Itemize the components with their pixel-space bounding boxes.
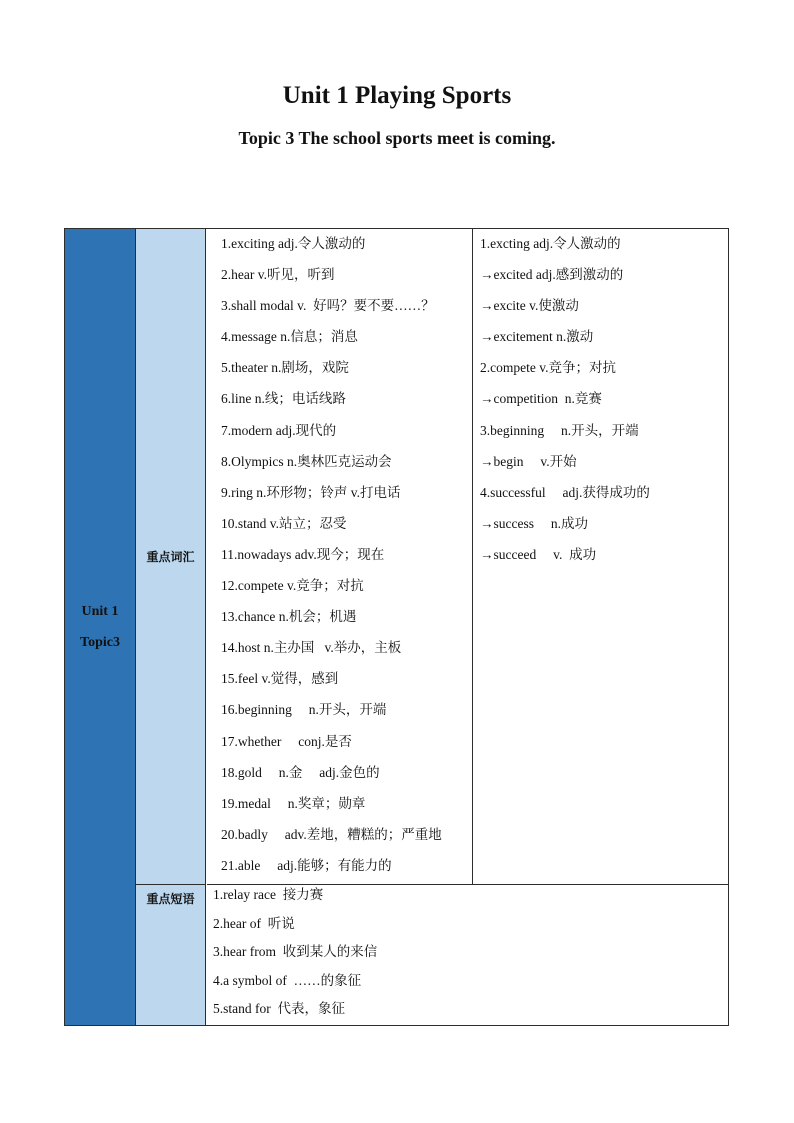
vocab-item: 4.message n.信息；消息 [221,329,358,345]
unit-label: Unit 1 [81,604,119,619]
derivative-item: →competition n.竞赛 [480,391,602,407]
vocab-item: 8.Olympics n.奥林匹克运动会 [221,453,392,469]
unit-cell [65,229,136,1025]
topic-label: Topic3 [80,635,120,650]
vocab-item: 3.shall modal v. 好吗？要不要……？ [221,298,435,314]
derivative-item: →excited adj.感到激动的 [480,267,624,283]
vocab-table [64,228,729,1026]
vocab-item: 12.compete v.竞争；对抗 [221,578,364,594]
vocab-item: 5.theater n.剧场，戏院 [221,360,349,376]
vocab-item: 17.whether conj.是否 [221,733,352,749]
derivative-item: →success n.成功 [480,515,588,531]
vocab-item: 14.host n.主办国 v.举办，主板 [221,640,402,656]
phrase-list [207,884,728,1025]
vocab-category-cell [136,229,206,884]
derivative-item: 2.compete v.竞争；对抗 [480,360,616,376]
phrase-item: 3.hear from 收到某人的来信 [213,944,378,959]
vocab-item: 7.modern adj.现代的 [221,422,337,438]
vocab-item: 9.ring n.环形物；铃声 v.打电话 [221,484,401,500]
page-subtitle: Topic 3 The school sports meet is coming. [238,128,556,148]
derivative-item: →excite v.使激动 [480,298,579,314]
derivative-item: 3.beginning n.开头，开端 [480,422,639,438]
derivative-item: 4.successful adj.获得成功的 [480,484,650,500]
phrase-category-cell [136,884,206,1025]
phrase-item: 4.a symbol of ……的象征 [213,972,362,988]
vocab-item: 21.able adj.能够；有能力的 [221,857,392,873]
phrase-item: 1.relay race 接力赛 [213,887,324,902]
vocab-item: 11.nowadays adv.现今；现在 [221,546,385,562]
vocab-category-label: 重点词汇 [146,550,195,564]
vocab-list [207,229,473,884]
vocab-item: 19.medal n.奖章；勋章 [221,795,366,811]
vocab-item: 15.feel v.觉得，感到 [221,671,339,687]
vocab-item: 20.badly adv.差地，糟糕的；严重地 [221,826,442,842]
phrase-item: 2.hear of 听说 [213,915,295,931]
derivative-item: →succeed v. 成功 [480,546,597,562]
vocab-item: 18.gold n.金 adj.金色的 [221,764,380,780]
vocab-item: 6.line n.线；电话线路 [221,391,346,407]
derivative-item: →excitement n.激动 [480,329,594,345]
derivative-list [473,229,728,884]
vocab-item: 2.hear v.听见，听到 [221,267,335,283]
derivative-item: 1.excting adj.令人激动的 [480,236,621,251]
vocab-item: 13.chance n.机会；机遇 [221,609,357,625]
vocab-item: 16.beginning n.开头，开端 [221,702,387,718]
phrase-category-label: 重点短语 [146,892,195,906]
vocab-item: 1.exciting adj.令人激动的 [221,236,366,251]
derivative-item: →begin v.开始 [480,453,577,469]
vocab-item: 10.stand v.站立；忍受 [221,515,347,531]
page-title: Unit 1 Playing Sports [282,82,512,109]
phrase-item: 5.stand for 代表，象征 [213,1001,345,1016]
